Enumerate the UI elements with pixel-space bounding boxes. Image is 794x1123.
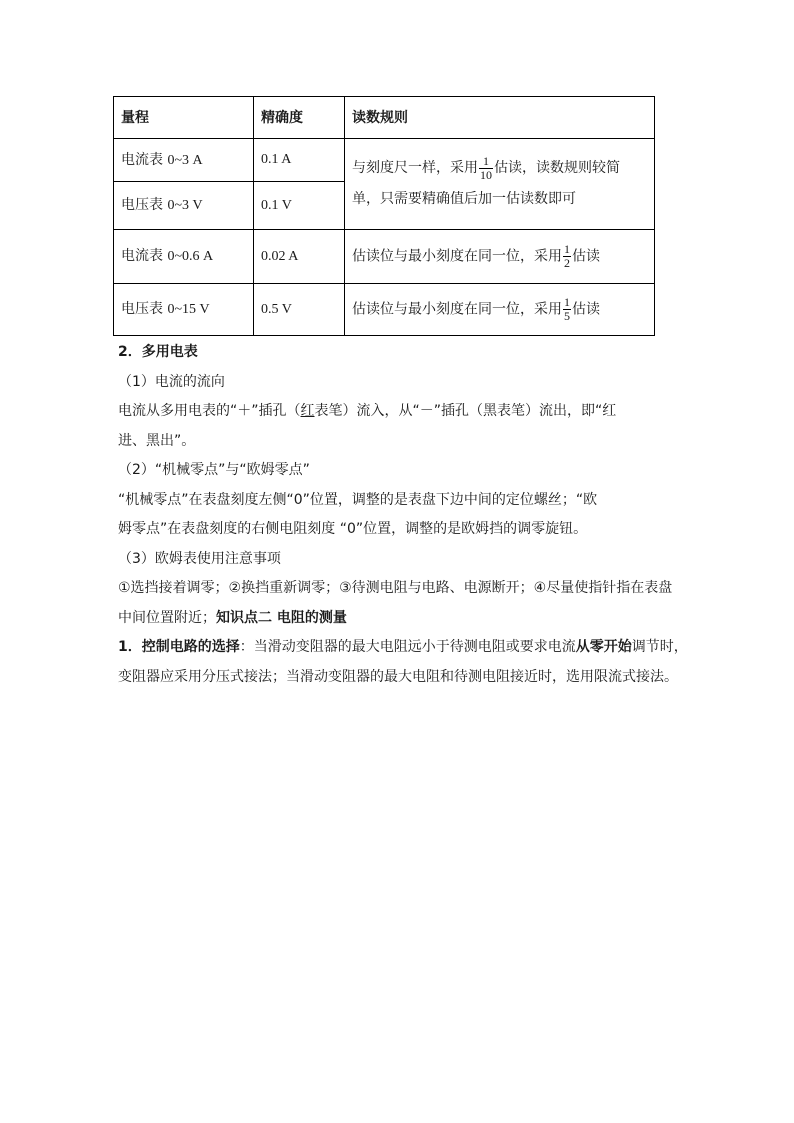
meter-spec-table [113, 96, 655, 336]
table-header-row [114, 97, 655, 139]
fraction-one-fifth: $\frac{1}{5}$ [564, 295, 570, 323]
paragraph-control-circuit-cont: 变阻器应采用分压式接法；当滑动变阻器的最大电阻和待测电阻接近时，选用限流式接法。 [118, 668, 678, 685]
paragraph-control-circuit: 1．控制电路的选择：当滑动变阻器的最大电阻远小于待测电阻或要求电流从零开始调节时， [118, 639, 688, 655]
paragraph-ohmmeter-notes-cont: 中间位置附近；知识点二 电阻的测量 [118, 609, 347, 626]
subheading-zero-points: （2）“机械零点”与“欧姆零点” [118, 462, 310, 478]
fraction-one-tenth: $\frac{1}{10}$ [480, 153, 492, 182]
header-precision: 精确度 [254, 97, 345, 139]
body-text [118, 338, 688, 692]
precision-cell: 0.1 V [254, 182, 345, 230]
subheading-current-direction: （1）电流的流向 [118, 373, 225, 390]
fraction-one-half: $\frac{1}{2}$ [564, 242, 570, 270]
paragraph-ohmmeter-notes: ①选挡接着调零；②换挡重新调零；③待测电阻与电路、电源断开；④尽量使指针指在表盘 [118, 580, 673, 596]
reading-rule-cell: 估读位与最小刻度在同一位，采用 $\frac{1}{2}$ 估读 [345, 230, 655, 284]
table-row [114, 230, 655, 284]
header-reading-rule: 读数规则 [345, 97, 655, 139]
paragraph-zero-points-cont: 姆零点”在表盘刻度的右侧电阻刻度 “0”位置，调整的是欧姆挡的调零旋钮。 [118, 521, 588, 537]
precision-cell: 0.02 A [254, 230, 345, 284]
paragraph-current-direction-cont: 进、黑出”。 [118, 432, 196, 449]
range-cell: 电压表 0~15 V [114, 284, 254, 336]
table-row [114, 284, 655, 336]
range-cell: 电流表 0~3 A [114, 139, 254, 182]
precision-cell: 0.1 A [254, 139, 345, 182]
precision-cell: 0.5 V [254, 284, 345, 336]
paragraph-zero-points: “机械零点”在表盘刻度左侧“0”位置，调整的是表盘下边中间的定位螺丝；“欧 [118, 491, 598, 508]
range-cell: 电压表 0~3 V [114, 182, 254, 230]
knowledge-point-heading: 知识点二 电阻的测量 [216, 609, 347, 626]
section-heading-multimeter: 2．多用电表 [118, 344, 198, 360]
reading-rule-merged-cell: 与刻度尺一样，采用 $\frac{1}{10}$ 估读，读数规则较简 单，只需要精确值后加一估读数即可 [345, 139, 655, 230]
paragraph-current-direction: 电流从多用电表的“＋”插孔（红表笔）流入，从“－”插孔（黑表笔）流出，即“红 [118, 403, 617, 419]
header-range: 量程 [114, 97, 254, 139]
reading-rule-cell: 估读位与最小刻度在同一位，采用 $\frac{1}{5}$ 估读 [345, 284, 655, 336]
subheading-ohmmeter-notes: （3）欧姆表使用注意事项 [118, 550, 281, 567]
range-cell: 电流表 0~0.6 A [114, 230, 254, 284]
table-row [114, 139, 655, 182]
